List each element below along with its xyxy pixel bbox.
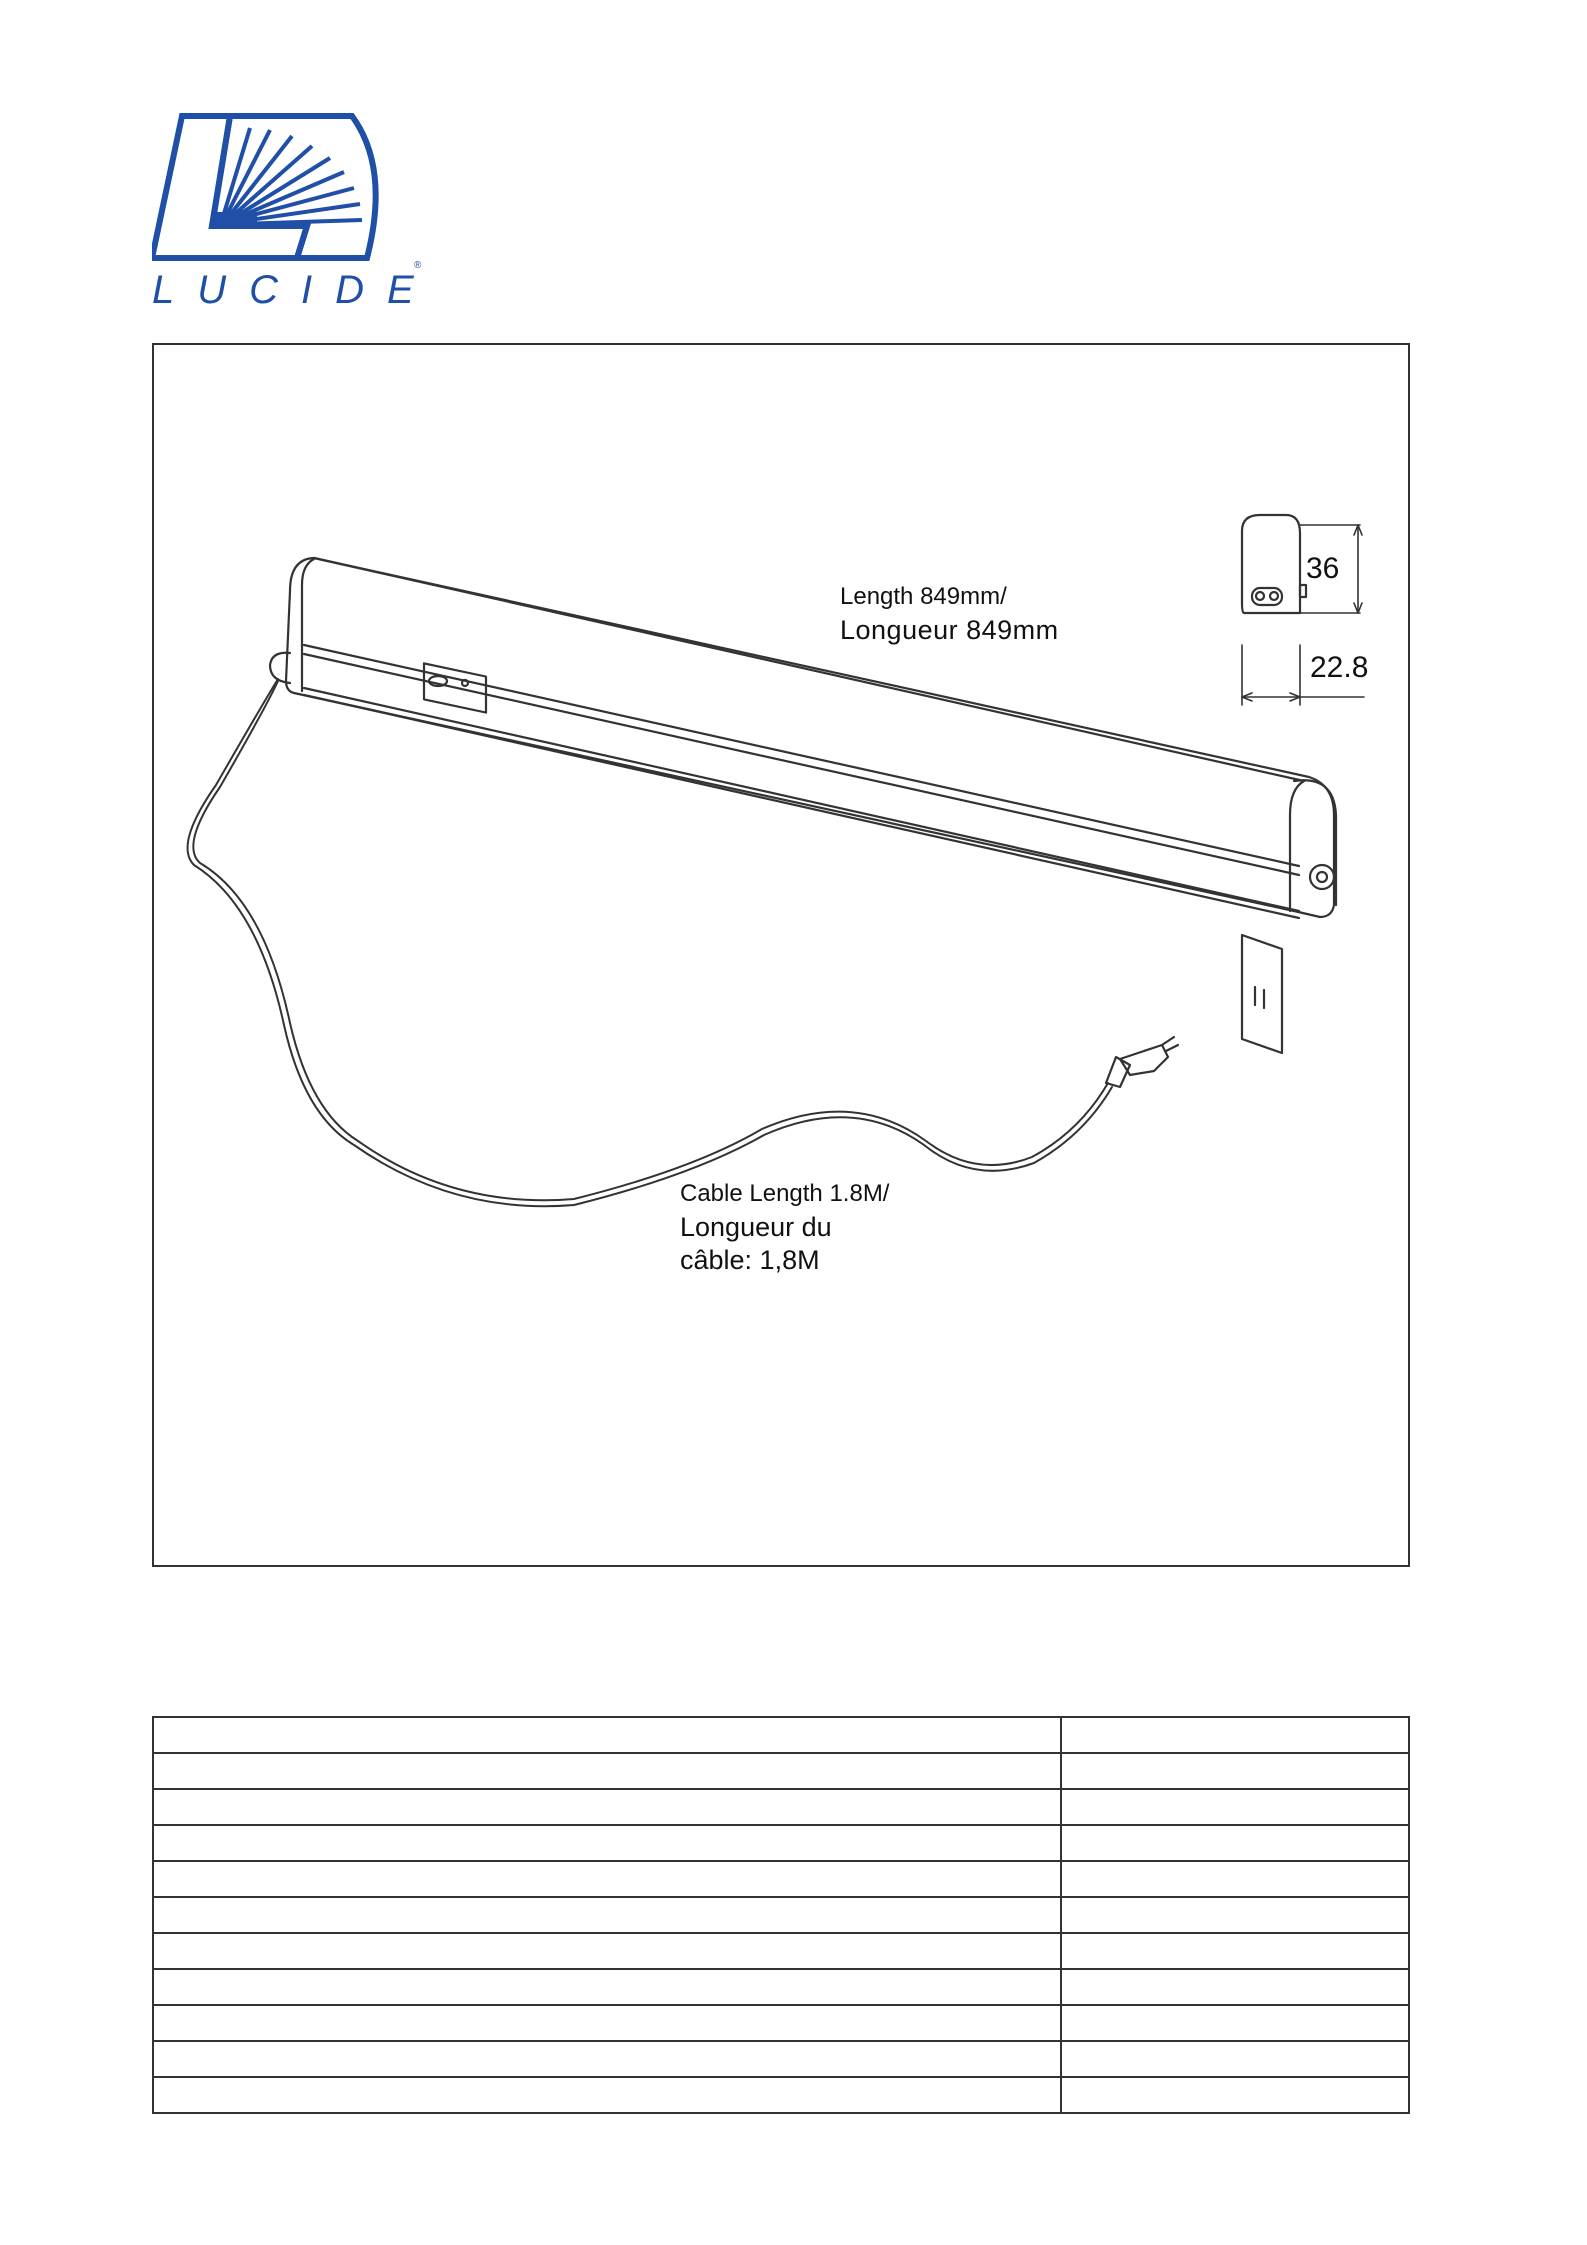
spec-label-cell [153, 1789, 1061, 1825]
table-row [153, 1861, 1409, 1897]
table-row [153, 1717, 1409, 1753]
power-cable [188, 679, 1112, 1206]
table-row [153, 2041, 1409, 2077]
light-bar-body [286, 558, 1334, 917]
length-label-en: Length 849mm/ [840, 583, 1007, 610]
table-row [153, 1897, 1409, 1933]
spec-label-cell [153, 1861, 1061, 1897]
technical-drawing [152, 343, 1410, 1567]
spec-label-cell [153, 2041, 1061, 2077]
table-row [153, 1789, 1409, 1825]
spec-value-cell [1061, 1717, 1409, 1753]
spec-value-cell [1061, 1753, 1409, 1789]
spec-label-cell [153, 1825, 1061, 1861]
cable-length-label-fr-line2: câble: 1,8M [680, 1245, 820, 1275]
table-row [153, 1969, 1409, 2005]
end-profile [1242, 515, 1306, 613]
end-height-dimension: 36 [1306, 552, 1340, 585]
table-row [153, 2005, 1409, 2041]
spec-label-cell [153, 1969, 1061, 2005]
brand-name: LUCIDE [152, 268, 437, 312]
cable-length-label-fr-line1: Longueur du [680, 1212, 832, 1242]
spec-value-cell [1061, 2005, 1409, 2041]
spec-label-cell [153, 1897, 1061, 1933]
brand-logo [152, 108, 437, 313]
plug [1106, 1037, 1178, 1087]
spec-label-cell [153, 1753, 1061, 1789]
wall-outlet [1242, 935, 1282, 1053]
spec-label-cell [153, 2005, 1061, 2041]
light-bar-drawing [154, 345, 1408, 1565]
table-row [153, 1753, 1409, 1789]
spec-label-cell [153, 2077, 1061, 2113]
spec-value-cell [1061, 1933, 1409, 1969]
table-row [153, 1825, 1409, 1861]
spec-value-cell [1061, 1969, 1409, 2005]
spec-table-body [153, 1717, 1409, 2113]
spec-value-cell [1061, 1825, 1409, 1861]
table-row [153, 1933, 1409, 1969]
length-label-fr: Longueur 849mm [840, 615, 1059, 645]
end-width-dimension: 22.8 [1310, 651, 1369, 684]
spec-value-cell [1061, 2077, 1409, 2113]
table-row [153, 2077, 1409, 2113]
lucide-logo-mark [152, 108, 432, 268]
spec-label-cell [153, 1717, 1061, 1753]
spec-value-cell [1061, 2041, 1409, 2077]
spec-value-cell [1061, 1789, 1409, 1825]
spec-table [152, 1716, 1410, 2114]
registered-mark: ® [414, 260, 422, 271]
spec-value-cell [1061, 1861, 1409, 1897]
spec-value-cell [1061, 1897, 1409, 1933]
cable-length-label-en: Cable Length 1.8M/ [680, 1180, 890, 1207]
spec-label-cell [153, 1933, 1061, 1969]
